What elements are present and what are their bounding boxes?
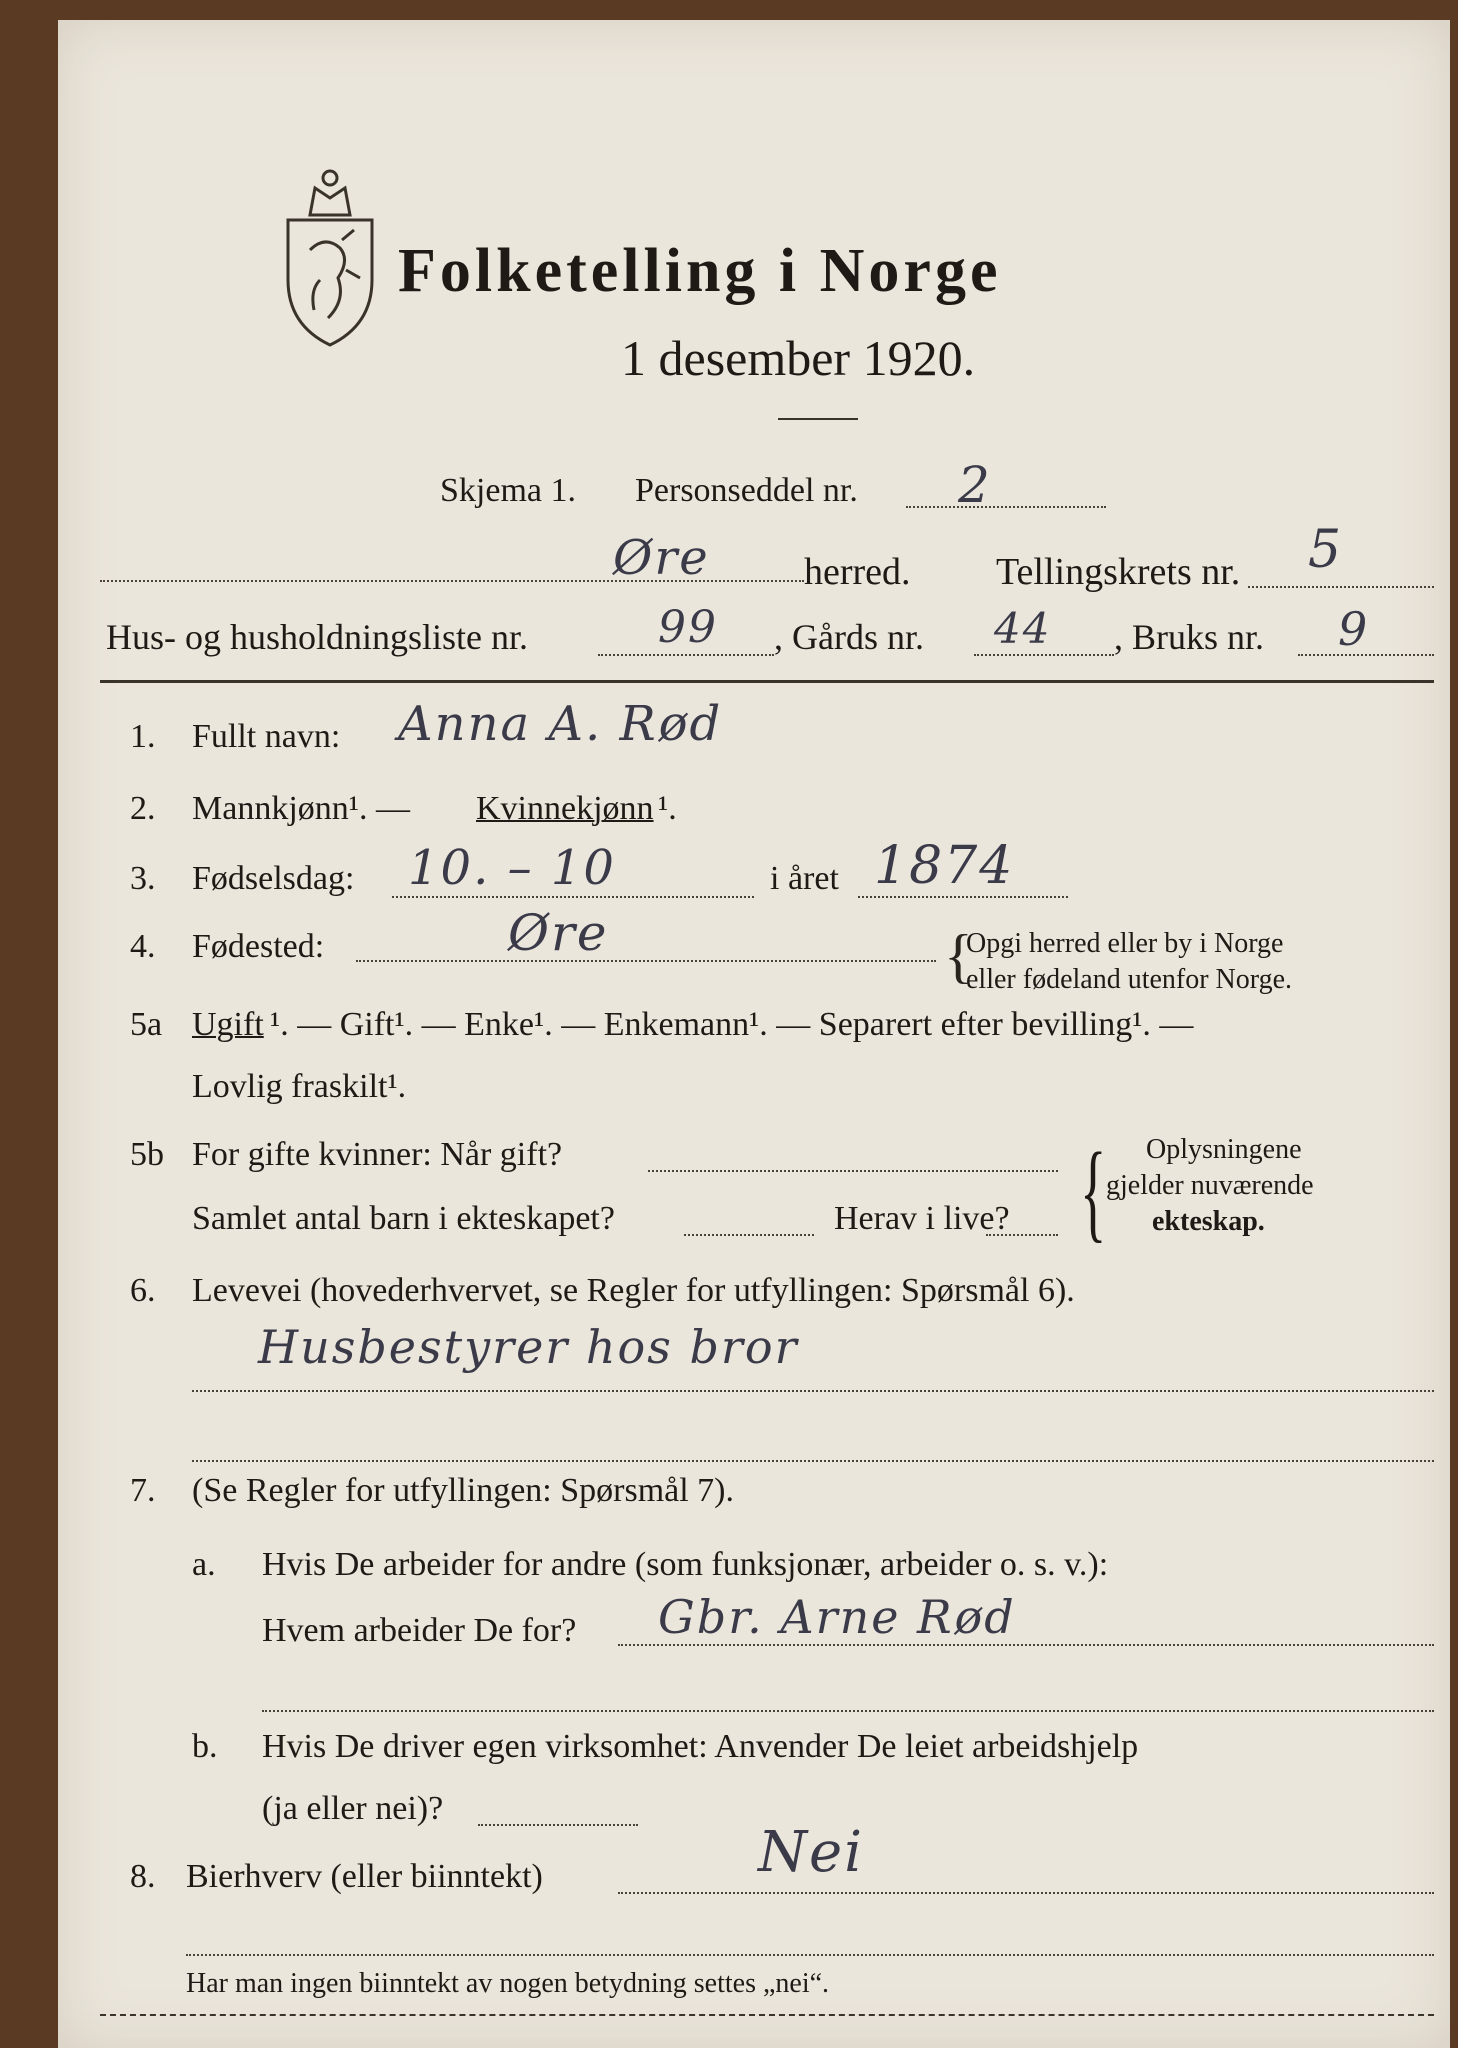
birth-year-value: 1874 [874,836,1015,896]
q5b-note-1: Oplysningene [1146,1134,1302,1165]
full-name-value: Anna A. Rød [398,696,723,752]
personseddel-field[interactable] [906,506,1106,508]
q7a-letter: a. [192,1546,216,1583]
q4-number: 4. [130,928,156,965]
secondary-income-field[interactable] [618,1892,1434,1894]
occupation-value: Husbestyrer hos bror [258,1320,799,1374]
footer-note: Har man ingen biinntekt av nogen betydning settes „nei“. [186,1968,830,1999]
q4-label: Fødested: [192,928,325,965]
q6-label: Levevei (hovederhvervet, se Regler for utfyllingen: Spørsmål 6). [192,1272,1075,1309]
brace-icon: { [944,923,973,989]
q1-number: 1. [130,718,156,755]
female-option-suffix: ¹. [658,790,677,827]
birthplace-value: Øre [508,904,609,962]
q5b-note-3: ekteskap. [1152,1206,1265,1237]
q6-number: 6. [130,1272,156,1309]
census-form-page [58,20,1450,2048]
children-total-label: Samlet antal barn i ekteskapet? [192,1200,615,1237]
husliste-label: Hus- og husholdningsliste nr. [106,617,529,657]
form-title: Folketelling i Norge [398,237,1002,305]
year-label: i året [770,860,839,897]
occupation-field-1[interactable] [192,1390,1434,1392]
q5b-number: 5b [130,1136,164,1173]
q2-number: 2. [130,790,156,827]
marital-option-divorced[interactable]: Lovlig fraskilt¹. [192,1068,407,1105]
husliste-value: 99 [658,602,718,653]
children-total-field[interactable] [684,1234,814,1236]
q8-number: 8. [130,1858,156,1895]
tellingskrets-value: 5 [1308,520,1344,580]
q3-label: Fødselsdag: [192,860,355,897]
brace-icon-large: { [1080,1130,1107,1252]
census-date: 1 desember 1920. [621,330,976,386]
q3-number: 3. [130,860,156,897]
q7b-letter: b. [192,1728,218,1765]
tellingskrets-label: Tellingskrets nr. [996,551,1241,593]
q1-label: Fullt navn: [192,718,341,755]
gaards-field[interactable] [974,654,1114,656]
marital-options[interactable]: ¹. — Gift¹. — Enke¹. — Enkemann¹. — Separert efter bevilling¹. — [270,1006,1194,1043]
gaards-label: , Gårds nr. [774,617,924,657]
birthday-value: 10. – 10 [408,840,616,896]
herred-value: Øre [613,530,710,586]
children-alive-field[interactable] [986,1234,1058,1236]
q5a-number: 5a [130,1006,163,1043]
secondary-income-value: Nei [758,1820,865,1885]
bruks-value: 9 [1338,602,1370,656]
q7b-text: Hvis De driver egen virksomhet: Anvender De leiet arbeidshjelp [262,1728,1139,1765]
q5b-note-2: gjelder nuværende [1106,1170,1314,1201]
gaards-value: 44 [994,604,1052,653]
employer-field-2[interactable] [262,1710,1434,1712]
birthplace-note-2: eller fødeland utenfor Norge. [966,964,1293,995]
q5b-label: For gifte kvinner: Når gift? [192,1136,563,1173]
norwegian-coat-of-arms-icon [280,160,380,350]
q7-label: (Se Regler for utfyllingen: Spørsmål 7). [192,1472,735,1509]
marital-ugift-selected[interactable]: Ugift [192,1006,264,1043]
tellingskrets-field[interactable] [1248,586,1434,588]
children-alive-label: Herav i live? [834,1200,1010,1237]
birth-year-field[interactable] [858,896,1068,898]
q8-label: Bierhverv (eller biinntekt) [186,1858,543,1895]
herred-label: herred. [804,551,911,593]
marriage-date-field[interactable] [648,1170,1058,1172]
footer-rule [100,2014,1434,2016]
title-divider [778,418,858,420]
birthplace-note-1: Opgi herred eller by i Norge [966,928,1284,959]
q7-number: 7. [130,1472,156,1509]
employer-value: Gbr. Arne Rød [658,1590,1016,1644]
q7b-question: (ja eller nei)? [262,1790,444,1827]
personseddel-label: Personseddel nr. [635,472,858,509]
female-option-selected[interactable]: Kvinnekjønn [476,790,654,827]
q7a-question: Hvem arbeider De for? [262,1612,577,1649]
birthplace-field[interactable] [356,960,936,962]
personseddel-value: 2 [958,456,992,514]
birthday-field[interactable] [392,896,754,898]
occupation-field-2[interactable] [192,1460,1434,1462]
secondary-income-field-2[interactable] [186,1954,1434,1956]
hired-help-field[interactable] [478,1824,638,1826]
q7a-text: Hvis De arbeider for andre (som funksjonær, arbeider o. s. v.): [262,1546,1109,1583]
header-rule [100,680,1434,683]
schema-label: Skjema 1. [440,472,576,509]
male-option[interactable]: Mannkjønn¹. — [192,790,410,827]
bruks-label: , Bruks nr. [1114,617,1265,657]
employer-field[interactable] [618,1644,1434,1646]
husliste-field[interactable] [598,654,774,656]
